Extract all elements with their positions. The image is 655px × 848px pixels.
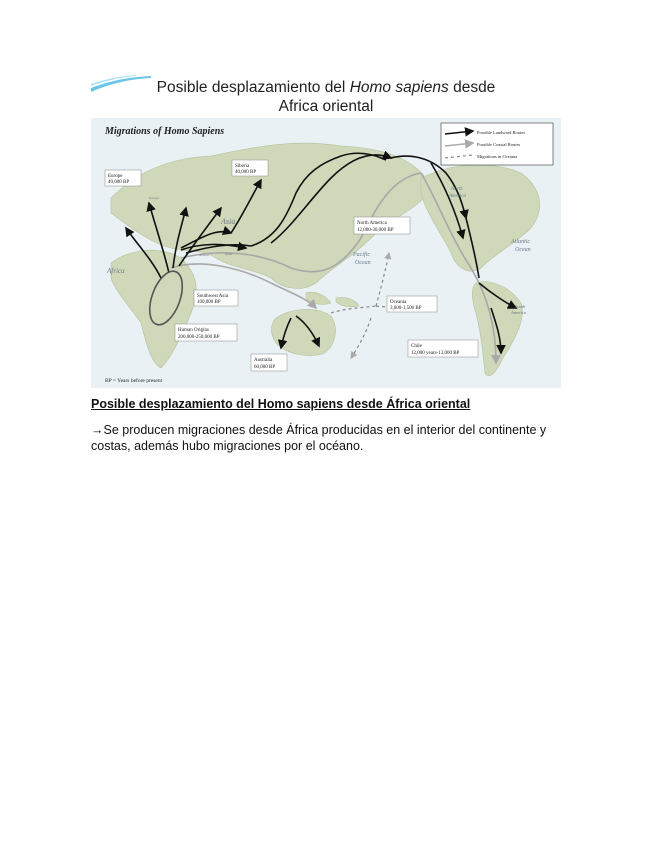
body-paragraph: →Se producen migraciones desde África producidas en el interior del continente y costas, además hubo migraciones por el océano. <box>91 423 547 453</box>
svg-text:Chile: Chile <box>411 344 422 349</box>
slide-title-line2: Africa oriental <box>278 98 374 115</box>
label-europe <box>105 170 141 186</box>
region-north-america-1: North <box>451 187 463 192</box>
label-oceania <box>387 296 437 312</box>
region-arabia: Arabia <box>199 253 209 257</box>
svg-text:60,000 BP: 60,000 BP <box>254 365 276 370</box>
svg-text:12,000 years-13,000 BP: 12,000 years-13,000 BP <box>411 351 460 356</box>
region-africa: Africa <box>107 267 125 275</box>
label-human-origins <box>175 324 237 341</box>
svg-text:40,000 BP: 40,000 BP <box>108 180 130 185</box>
region-europe: Europe <box>149 196 160 200</box>
region-north-america-2: America <box>449 194 466 199</box>
svg-text:200,000-250,000 BP: 200,000-250,000 BP <box>178 335 220 340</box>
slide-title <box>91 78 561 116</box>
svg-text:North America: North America <box>357 221 387 226</box>
svg-text:12,000-30,000 BP: 12,000-30,000 BP <box>357 228 394 233</box>
legend-oceania: Migrations in Oceania <box>477 154 518 159</box>
label-southwest-asia <box>194 290 238 306</box>
map-heading: Migrations of Homo Sapiens <box>105 126 225 137</box>
map-legend <box>441 123 553 165</box>
region-south-america-1: South <box>515 304 526 309</box>
slide-title-italic: Homo sapiens <box>349 79 449 96</box>
svg-text:Siberia: Siberia <box>235 164 250 169</box>
svg-text:Oceania: Oceania <box>390 300 407 305</box>
map-footnote: BP = Years before present <box>105 378 163 384</box>
svg-text:Human Origins: Human Origins <box>178 328 209 333</box>
svg-text:40,000 BP: 40,000 BP <box>235 170 257 175</box>
label-north-america <box>354 217 410 234</box>
label-siberia <box>232 160 268 176</box>
region-atlantic-1: Atlantic <box>511 239 530 245</box>
region-india: India <box>225 252 233 256</box>
region-asia: Asia <box>221 217 236 226</box>
svg-text:Europe: Europe <box>108 174 123 179</box>
svg-text:3,600-1,500 BP: 3,600-1,500 BP <box>390 306 422 311</box>
region-pacific-1: Pacific <box>353 252 370 258</box>
svg-text:Australia: Australia <box>254 358 273 363</box>
legend-coastal: Possible Coastal Routes <box>477 142 521 147</box>
figure-caption: Posible desplazamiento del Homo sapiens desde África oriental <box>91 397 471 411</box>
slide-image <box>91 74 561 388</box>
migration-map <box>91 118 561 388</box>
label-australia <box>251 354 287 371</box>
label-chile <box>408 340 478 357</box>
legend-landward: Possible Landward Routes <box>477 130 525 135</box>
slide-title-part1: Posible desplazamiento del <box>156 79 350 96</box>
region-atlantic-2: Ocean <box>515 247 531 253</box>
slide-title-part2: desde <box>448 79 496 96</box>
svg-text:Southwest Asia: Southwest Asia <box>197 294 228 299</box>
region-south-america-2: America <box>511 310 527 315</box>
svg-text:100,000 BP: 100,000 BP <box>197 300 221 305</box>
region-pacific-2: Ocean <box>355 260 371 266</box>
